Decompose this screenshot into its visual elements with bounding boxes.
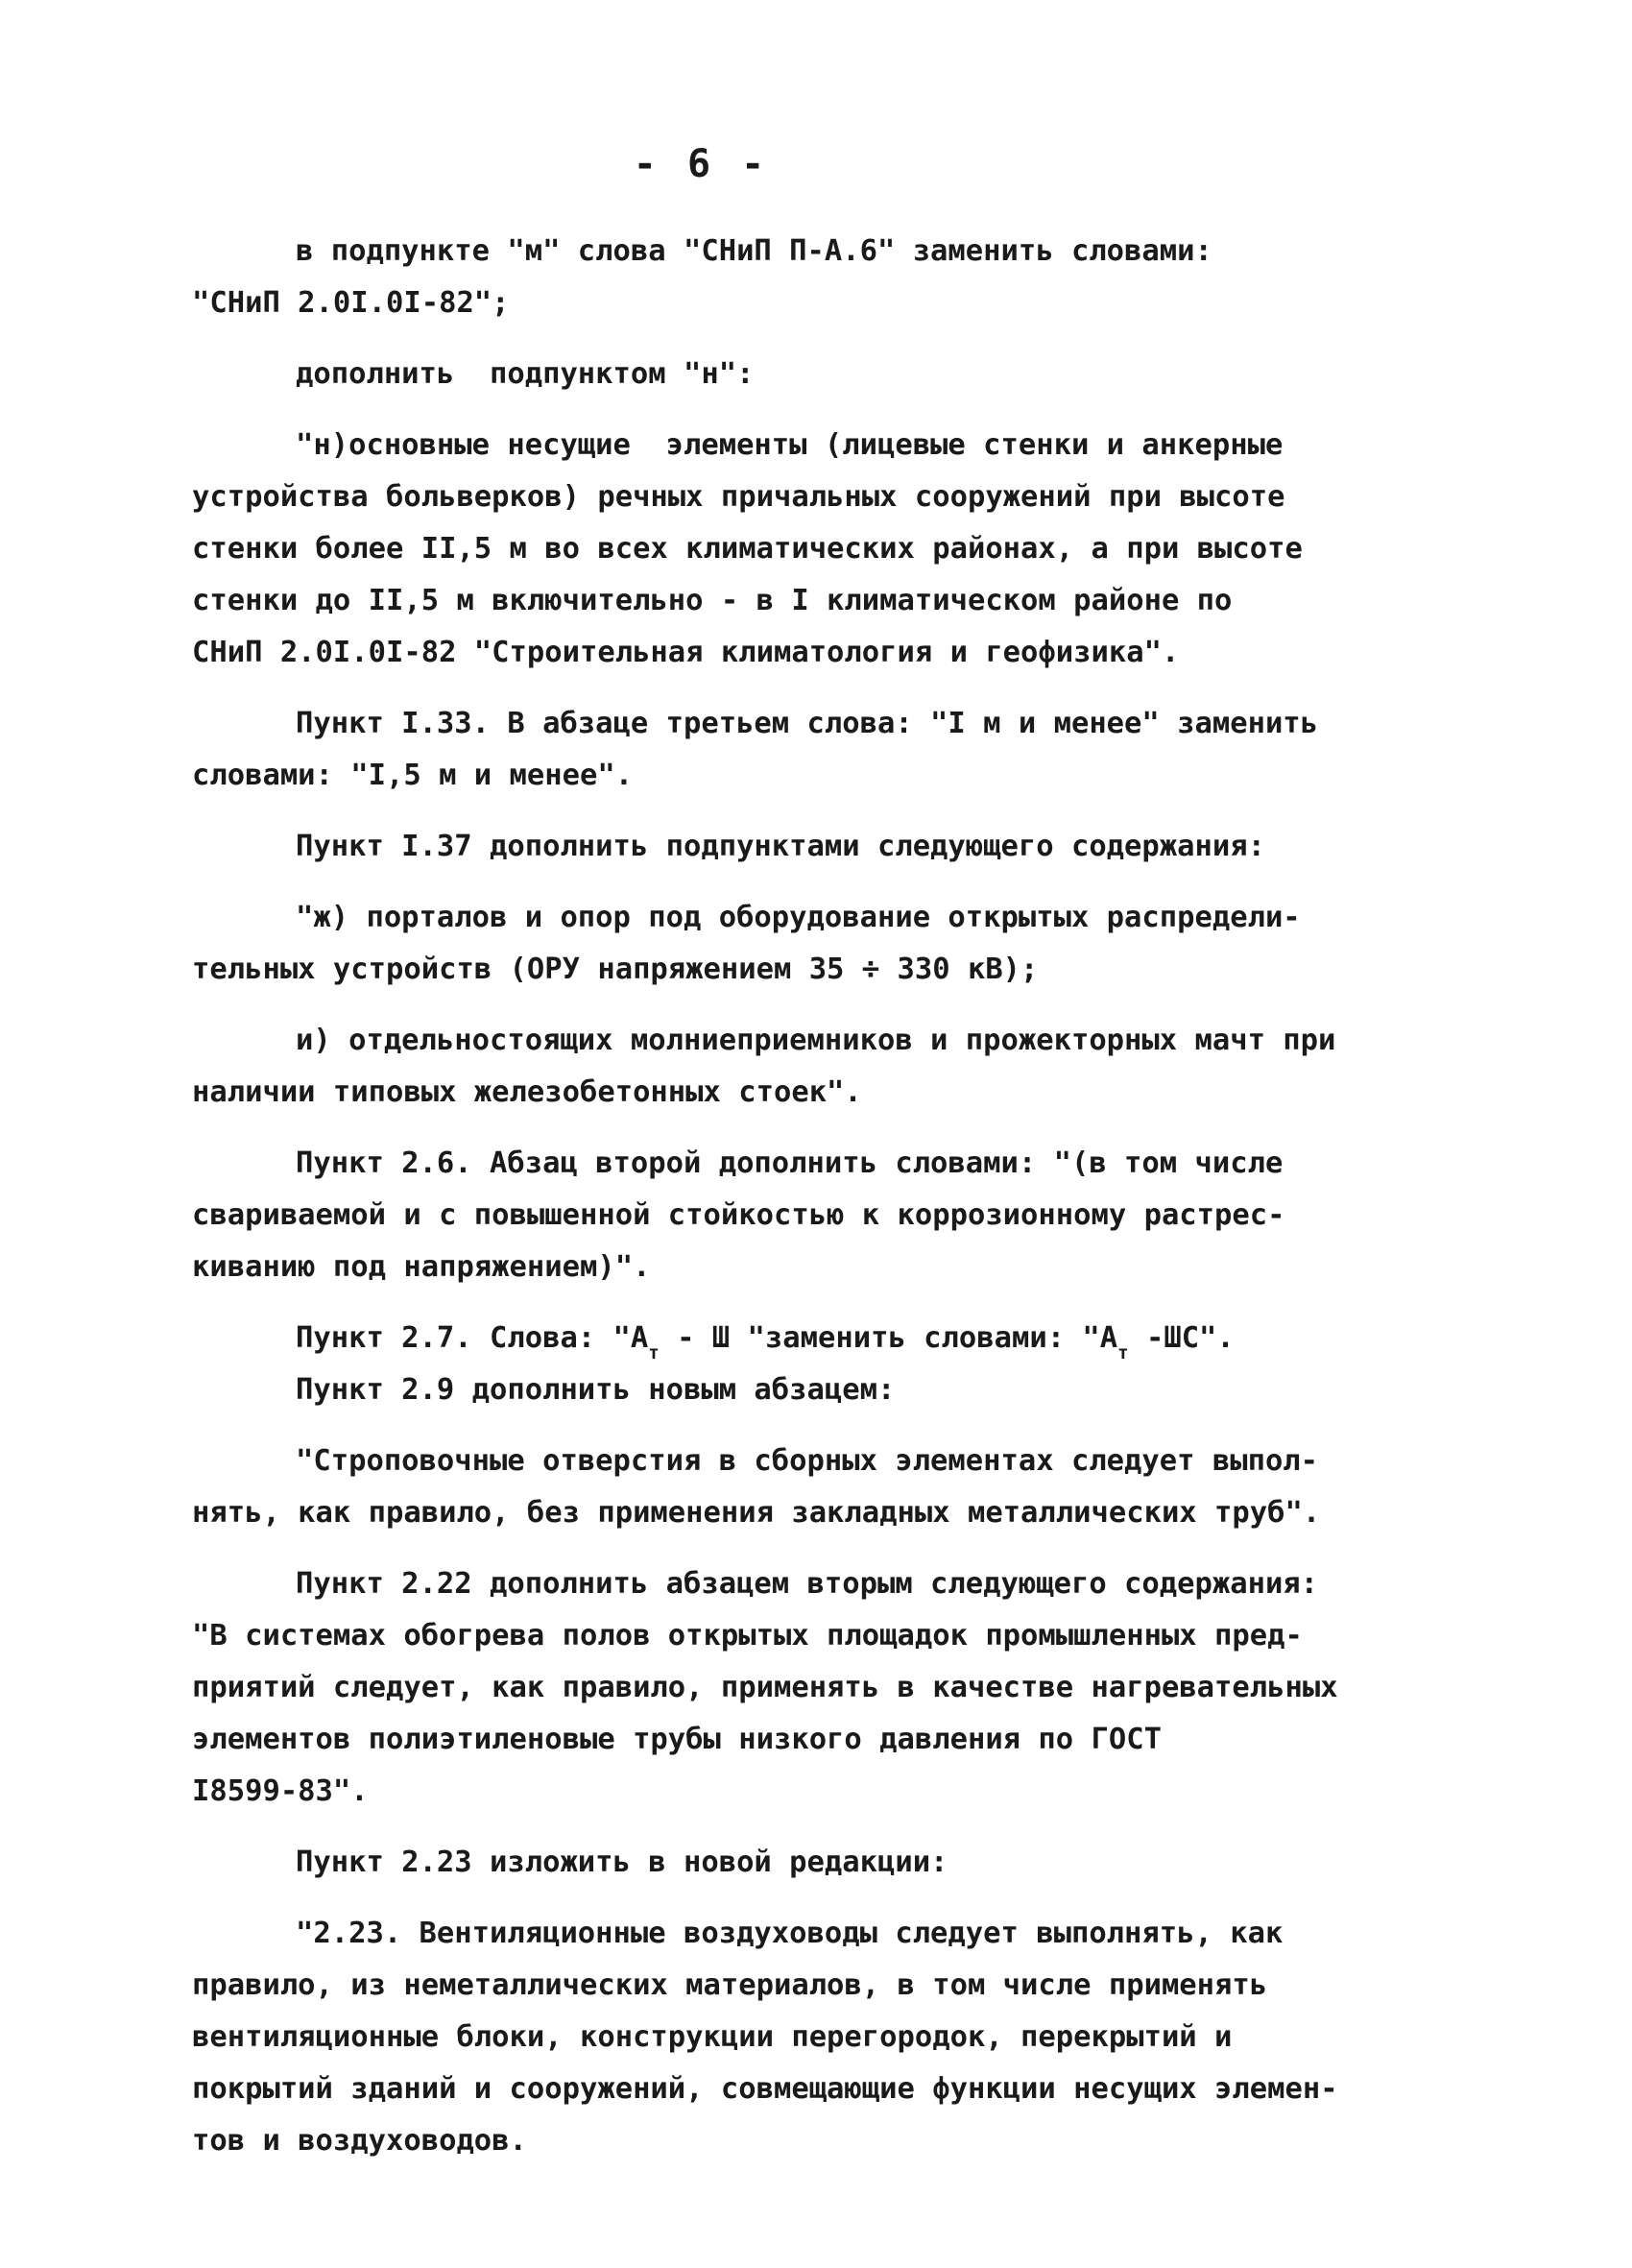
paragraph: [192, 1837, 1526, 1889]
text-segment: - Ш "заменить словами: "А: [659, 1321, 1118, 1355]
text-line: стенки более II,5 м во всех климатических районах, а при высоте: [192, 532, 1303, 566]
paragraph: [192, 349, 1526, 400]
text-line: "ж) порталов и опор под оборудование открытых распредели-: [296, 901, 1301, 934]
text-line: устройства больверков) речных причальных сооружений при высоте: [192, 480, 1285, 514]
text-line: тов и воздуховодов.: [192, 2124, 527, 2158]
text-segment: Пункт 2.7. Слова: "А: [296, 1321, 649, 1355]
paragraph: [192, 226, 1526, 329]
text-line: свариваемой и с повышенной стойкостью к коррозионному растрес-: [192, 1198, 1285, 1232]
text-line: киванию под напряжением)".: [192, 1250, 651, 1284]
text-line: вентиляционные блоки, конструкции перегородок, перекрытий и: [192, 2020, 1233, 2054]
text-line: Пункт 2.6. Абзац второй дополнить словами: "(в том числе: [296, 1146, 1284, 1180]
text-segment: -ШС".: [1128, 1321, 1235, 1355]
text-line: приятий следует, как правило, применять в качестве нагревательных: [192, 1671, 1338, 1704]
paragraph: [192, 1908, 1526, 2167]
text-line: и) отдельностоящих молниеприемников и прожекторных мачт при: [296, 1024, 1336, 1057]
paragraph: [192, 1015, 1526, 1119]
text-line: Пункт I.33. В абзаце третьем слова: "I м и менее" заменить: [296, 707, 1319, 740]
text-line: "2.23. Вентиляционные воздуховоды следует выполнять, как: [296, 1917, 1284, 1950]
subscript: т: [1117, 1342, 1129, 1363]
text-line: покрытий зданий и сооружений, совмещающие функции несущих элемен-: [192, 2072, 1338, 2106]
text-line: Пункт 2.22 дополнить абзацем вторым следующего содержания:: [296, 1567, 1319, 1601]
text-line: Пункт 2.23 изложить в новой редакции:: [296, 1846, 948, 1879]
paragraph: [192, 821, 1526, 873]
text-line: "В системах обогрева полов открытых площадок промышленных пред-: [192, 1619, 1303, 1653]
text-line: "Строповочные отверстия в сборных элементах следует выпол-: [296, 1444, 1319, 1478]
subscript: т: [648, 1342, 660, 1363]
paragraph: [192, 1558, 1526, 1818]
text-line: словами: "I,5 м и менее".: [192, 759, 634, 792]
paragraph: [192, 1364, 1526, 1416]
page-number: - 6 -: [633, 142, 769, 186]
text-line: элементов полиэтиленовые трубы низкого давления по ГОСТ: [192, 1723, 1162, 1756]
text-line: [192, 1313, 1526, 1364]
text-line: в подпункте "м" слова "СНиП П-А.6" заменить словами:: [296, 234, 1212, 268]
text-line: "н)основные несущие элементы (лицевые стенки и анкерные: [296, 428, 1284, 462]
text-line: правило, из неметаллических материалов, в том числе применять: [192, 1968, 1268, 2002]
text-line: нять, как правило, без применения закладных металлических труб".: [192, 1496, 1321, 1530]
text-line: Пункт I.37 дополнить подпунктами следующего содержания:: [296, 830, 1265, 863]
paragraph: [192, 420, 1526, 679]
text-line: тельных устройств (ОРУ напряжением 35 ÷ 330 кВ);: [192, 953, 1039, 986]
text-line: I8599-83".: [192, 1774, 369, 1808]
text-line: наличии типовых железобетонных стоек".: [192, 1075, 862, 1109]
paragraph: [192, 698, 1526, 802]
text-line: СНиП 2.0I.0I-82 "Строительная климатология и геофизика".: [192, 636, 1180, 669]
paragraph: [192, 892, 1526, 996]
paragraph: [192, 1138, 1526, 1293]
paragraph: [192, 1313, 1526, 1364]
text-line: стенки до II,5 м включительно - в I климатическом районе по: [192, 584, 1233, 617]
text-line: Пункт 2.9 дополнить новым абзацем:: [296, 1373, 896, 1407]
document-body: [192, 226, 1526, 2167]
paragraph: [192, 1436, 1526, 1539]
text-line: "СНиП 2.0I.0I-82";: [192, 286, 510, 320]
text-line: дополнить подпунктом "н":: [296, 357, 755, 391]
